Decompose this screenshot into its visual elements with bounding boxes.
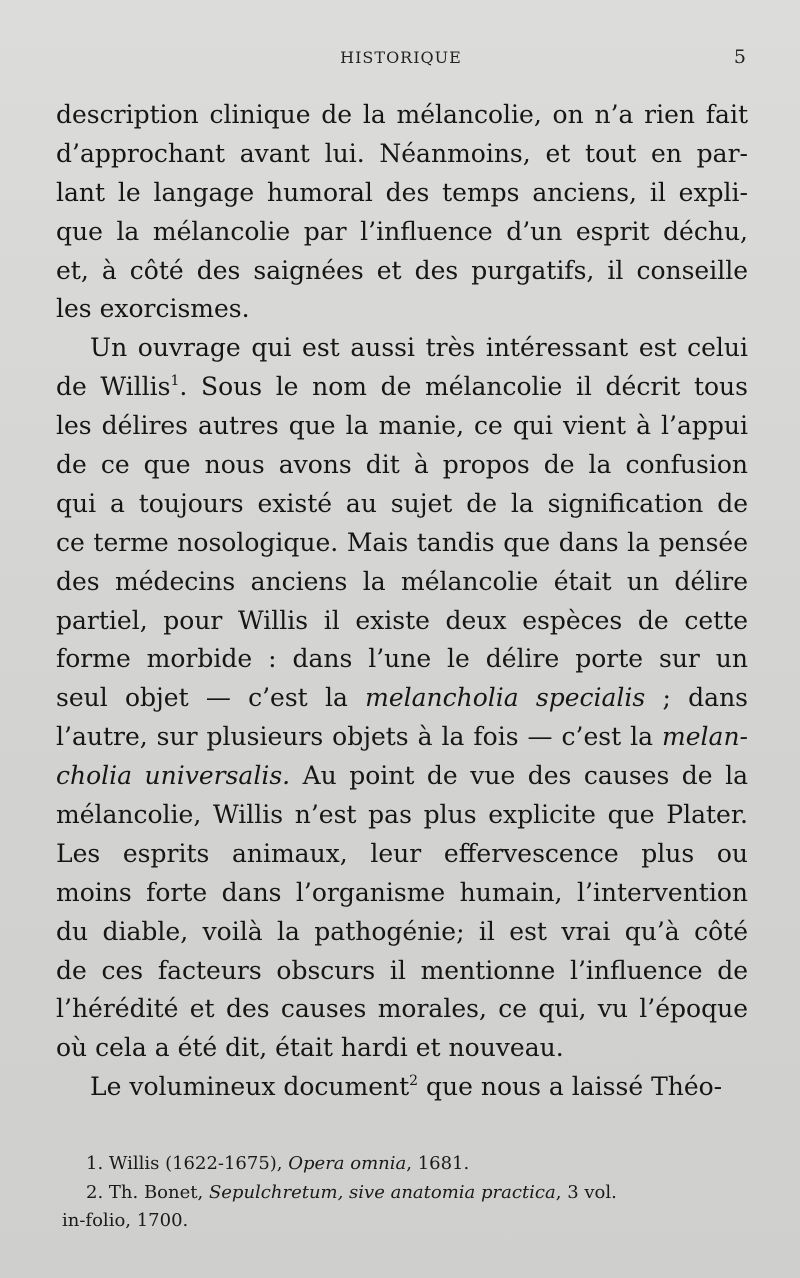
footnote-1 [62, 1150, 750, 1179]
text-run: Le volumineux document [90, 1072, 410, 1102]
text-line [56, 368, 748, 407]
text-run: ; dans [645, 683, 748, 713]
italic-term: melan- [662, 722, 748, 752]
text-line: où cela a été dit, était hardi et nouveau. [56, 1033, 564, 1063]
page-number: 5 [733, 46, 746, 68]
footnote-2 [62, 1179, 750, 1208]
footnote-text: 2. Th. Bonet, [86, 1181, 209, 1203]
footnote-2-cont: in-folio, 1700. [62, 1210, 189, 1231]
text-line: l’hérédité et des causes morales, ce qui, vu l’époque [56, 994, 748, 1024]
footnotes [62, 1150, 750, 1236]
text-line: des médecins anciens la mélancolie était un délire [56, 566, 748, 596]
text-line [56, 679, 748, 718]
text-line [56, 757, 748, 796]
text-line: partiel, pour Willis il existe deux espèces de cette [56, 605, 748, 635]
footnote-ref-1: 1 [170, 373, 180, 390]
text-line: d’approchant avant lui. Néanmoins, et tout en par- [56, 138, 748, 168]
running-title: HISTORIQUE [340, 48, 462, 67]
text-run: l’autre, sur plusieurs objets à la fois — c’est la [56, 722, 663, 752]
italic-term: melancholia specialis [365, 683, 646, 713]
text-run: seul objet — c’est la [56, 683, 366, 713]
footnote-ref-2: 2 [409, 1073, 419, 1090]
text-run: . Sous le nom de mélancolie il décrit tous [179, 372, 748, 402]
text-line [56, 718, 748, 757]
text-run: que nous a laissé Théo- [418, 1072, 723, 1102]
footnote-text: , 1681. [406, 1153, 470, 1174]
text-line: du diable, voilà la pathogénie; il est vrai qu’à côté [56, 916, 748, 946]
text-run: Au point de vue des causes de la [290, 761, 748, 791]
text-line: forme morbide : dans l’une le délire porte sur un [56, 644, 748, 674]
text-line: de ces facteurs obscurs il mentionne l’influence de [56, 955, 748, 985]
footnote-title: Opera omnia [288, 1153, 407, 1174]
text-line: Les esprits animaux, leur effervescence plus ou [56, 838, 748, 868]
text-line: que la mélancolie par l’influence d’un esprit déchu, [56, 216, 748, 246]
text-line: les exorcismes. [56, 294, 250, 324]
italic-term: cholia universalis. [56, 761, 291, 791]
footnote-title: Sepulchretum, sive anatomia practica [208, 1181, 556, 1203]
text-line [56, 1068, 748, 1107]
footnote-text: , 3 vol. [555, 1181, 617, 1203]
text-line: mélancolie, Willis n’est pas plus explicite que Plater. [56, 800, 748, 830]
text-line: moins forte dans l’organisme humain, l’intervention [56, 877, 748, 907]
text-line: Un ouvrage qui est aussi très intéressant est celui [90, 333, 748, 363]
running-head [56, 48, 746, 72]
text-line: ce terme nosologique. Mais tandis que dans la pensée [56, 527, 748, 557]
footnote-text: 1. Willis (1622-1675), [86, 1153, 289, 1174]
text-line: description clinique de la mélancolie, on n’a rien fait [56, 100, 748, 129]
text-run: de Willis [56, 372, 171, 402]
text-line: qui a toujours existé au sujet de la signification de [56, 488, 748, 518]
text-line: de ce que nous avons dit à propos de la confusion [56, 450, 748, 480]
text-line: les délires autres que la manie, ce qui vient à l’appui [56, 411, 748, 441]
body-text [56, 96, 748, 1107]
text-line: et, à côté des saignées et des purgatifs, il conseille [56, 255, 748, 285]
text-line: lant le langage humoral des temps anciens, il expli- [56, 177, 748, 207]
